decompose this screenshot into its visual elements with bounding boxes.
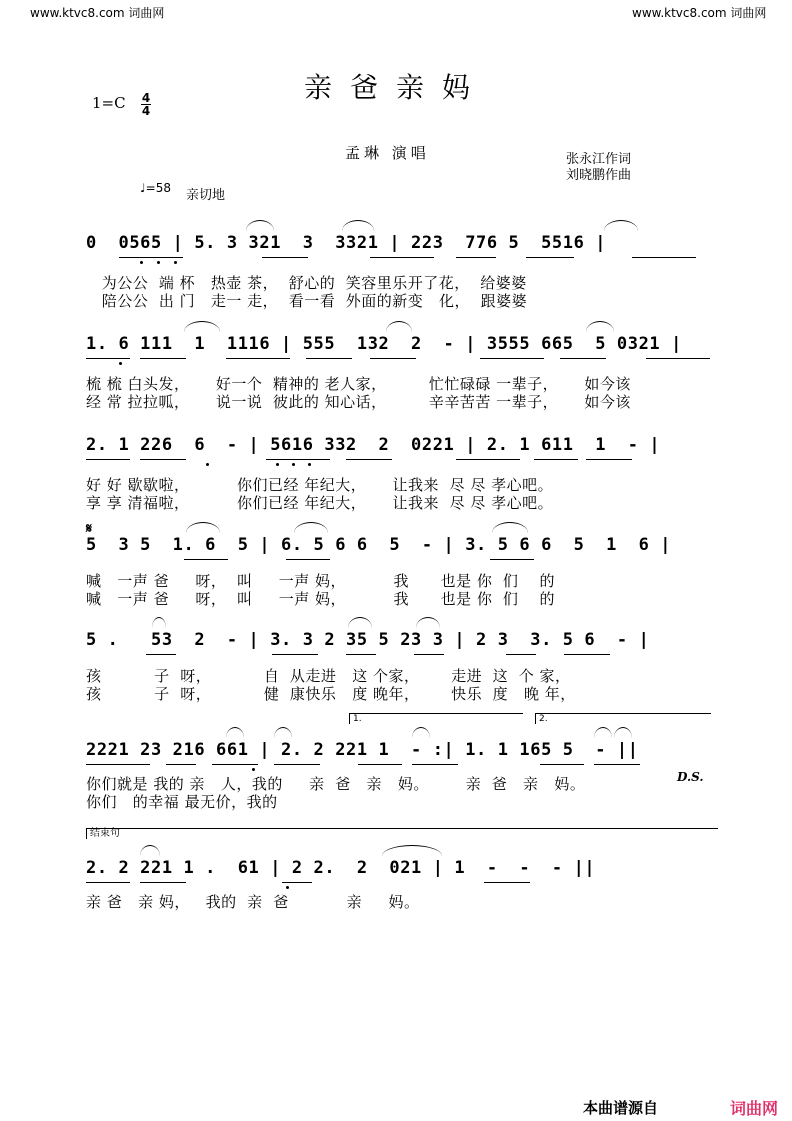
lyric-verse-1: 喊 一声 爸 呀， 叫 一声 妈， 我 也是 你 们 的 — [86, 572, 555, 590]
time-signature — [141, 92, 151, 117]
lyric-verse-1: 孩 子 呀， 自 从走进 这 个家， 走进 这 个 家， — [86, 667, 571, 685]
lyric-verse-1: 亲 爸 亲 妈， 我的 亲 爸 亲 妈。 — [86, 893, 420, 911]
meter-top: 4 — [141, 91, 151, 105]
beam-line — [560, 358, 606, 359]
octave-dot — [206, 463, 209, 466]
beam-line — [226, 358, 290, 359]
beam-line — [286, 559, 330, 560]
notation-line: 2. 1 226 6 - | 5616 332 2 0221 | 2. 1 611 1 - | — [86, 435, 661, 455]
beam-line — [358, 764, 402, 765]
slur-mark — [226, 727, 244, 738]
slur-mark — [492, 522, 528, 533]
lyric-verse-2: 孩 子 呀， 健 康快乐 度 晚年， 快乐 度 晚 年， — [86, 685, 576, 703]
beam-line — [86, 764, 150, 765]
beam-line — [594, 764, 640, 765]
beam-line — [480, 358, 544, 359]
octave-dot — [308, 463, 311, 466]
slur-mark — [348, 617, 372, 628]
octave-dot — [276, 463, 279, 466]
beam-line — [564, 654, 610, 655]
notation-line: 2221 23 216 661 | 2. 2 221 1 - :| 1. 1 165 5 - || — [86, 740, 639, 760]
beam-line — [414, 654, 444, 655]
octave-dot — [286, 886, 289, 889]
slur-mark — [382, 845, 442, 856]
beam-line — [586, 459, 632, 460]
composer-credit: 刘晓鹏作曲 — [566, 168, 632, 183]
notation-line: 5 3 5 1. 6 5 | 6. 5 6 6 5 - | 3. 5 6 6 5 1 6 | — [86, 535, 672, 555]
singer-credit: 孟琳 演唱 — [345, 144, 430, 162]
octave-dot — [174, 261, 177, 264]
notation-line: 5 . 53 2 - | 3. 3 2 35 5 23 3 | 2 3 3. 5 6 - | — [86, 630, 650, 650]
lyric-verse-2: 享 享 清福啦， 你们已经 年纪大， 让我来 尽 尽 孝心吧。 — [86, 494, 554, 512]
beam-line — [490, 559, 534, 560]
beam-line — [119, 257, 183, 258]
beam-line — [184, 559, 228, 560]
slur-mark — [152, 617, 166, 628]
expression-mark: 亲切地 — [186, 188, 226, 203]
beam-line — [526, 257, 574, 258]
key-signature: 1=C — [92, 94, 126, 112]
beam-line — [370, 358, 416, 359]
beam-line — [484, 882, 530, 883]
slur-mark — [184, 321, 220, 332]
slur-mark — [604, 220, 638, 231]
segno-mark: 𝄋 — [86, 521, 93, 537]
volta-first: 1. — [349, 713, 523, 724]
beam-line — [262, 257, 308, 258]
ending-bracket: 结束句 — [86, 828, 718, 839]
slur-mark — [342, 220, 374, 231]
notation-line: 1. 6 111 1 1116 | 555 132 2 - | 3555 665 5 0321 | — [86, 334, 682, 354]
beam-line — [86, 358, 130, 359]
octave-dot — [252, 768, 255, 771]
octave-dot — [140, 261, 143, 264]
author-credits — [566, 152, 631, 184]
slur-mark — [614, 727, 632, 738]
beam-line — [272, 654, 318, 655]
beam-line — [346, 459, 392, 460]
lyric-verse-1: 梳 梳 白头发， 好一个 精神的 老人家， 忙忙碌碌 一辈子， 如今该 — [86, 375, 631, 393]
beam-line — [86, 459, 130, 460]
song-title: 亲爸亲妈 — [303, 71, 488, 104]
slur-mark — [386, 321, 412, 332]
slur-mark — [186, 522, 220, 533]
slur-mark — [412, 727, 430, 738]
beam-line — [306, 358, 352, 359]
ds-mark: D.S. — [677, 770, 704, 784]
octave-dot — [292, 463, 295, 466]
beam-line — [266, 459, 330, 460]
beam-line — [346, 654, 376, 655]
lyric-verse-2: 经 常 拉拉呱， 说一说 彼此的 知心话， 辛辛苦苦 一辈子， 如今该 — [86, 393, 631, 411]
notation-line: 2. 2 221 1 . 61 | 2 2. 2 021 | 1 - - - || — [86, 858, 596, 878]
beam-line — [456, 459, 520, 460]
beam-line — [646, 358, 710, 359]
beam-line — [412, 764, 458, 765]
lyric-verse-1: 好 好 歇歇啦， 你们已经 年纪大， 让我来 尽 尽 孝心吧。 — [86, 476, 554, 494]
beam-line — [140, 459, 186, 460]
beam-line — [140, 882, 186, 883]
beam-line — [370, 257, 434, 258]
slur-mark — [140, 845, 160, 856]
beam-line — [212, 764, 258, 765]
tempo-mark: ♩=58 — [140, 181, 171, 195]
beam-line — [540, 764, 584, 765]
beam-line — [632, 257, 696, 258]
beam-line — [140, 358, 186, 359]
lyric-verse-2: 你们 的幸福 最无价，我的 — [86, 793, 278, 811]
source-note: 本曲谱源自 — [583, 1099, 659, 1117]
watermark-left: www.ktvc8.com 词曲网 — [30, 6, 165, 20]
meter-bottom: 4 — [141, 104, 151, 118]
lyric-verse-1: 你们就是 我的 亲 人，我的 亲 爸 亲 妈。 亲 爸 亲 妈。 — [86, 775, 586, 793]
beam-line — [146, 654, 176, 655]
beam-line — [456, 257, 496, 258]
beam-line — [282, 882, 312, 883]
slur-mark — [274, 727, 292, 738]
lyricist-credit: 张永江作词 — [566, 152, 632, 167]
site-logo: 词曲网 — [730, 1099, 779, 1118]
lyric-verse-2: 陪公公 出 门 走一 走， 看一看 外面的新变 化， 跟婆婆 — [86, 292, 528, 310]
beam-line — [506, 654, 536, 655]
slur-mark — [594, 727, 612, 738]
lyric-verse-2: 喊 一声 爸 呀， 叫 一声 妈， 我 也是 你 们 的 — [86, 590, 555, 608]
beam-line — [534, 459, 578, 460]
volta-second: 2. — [535, 713, 711, 724]
beam-line — [274, 764, 320, 765]
octave-dot — [119, 362, 122, 365]
notation-line: 0 0565 | 5. 3 321 3 3321 | 223 776 5 5516 | — [86, 233, 607, 253]
lyric-verse-1: 为公公 端 杯 热壶 茶， 舒心的 笑容里乐开了花， 给婆婆 — [86, 274, 527, 292]
watermark-right: www.ktvc8.com 词曲网 — [632, 6, 767, 20]
slur-mark — [246, 220, 274, 231]
slur-mark — [416, 617, 440, 628]
slur-mark — [586, 321, 614, 332]
slur-mark — [294, 522, 328, 533]
octave-dot — [157, 261, 160, 264]
beam-line — [86, 882, 130, 883]
beam-line — [166, 764, 196, 765]
